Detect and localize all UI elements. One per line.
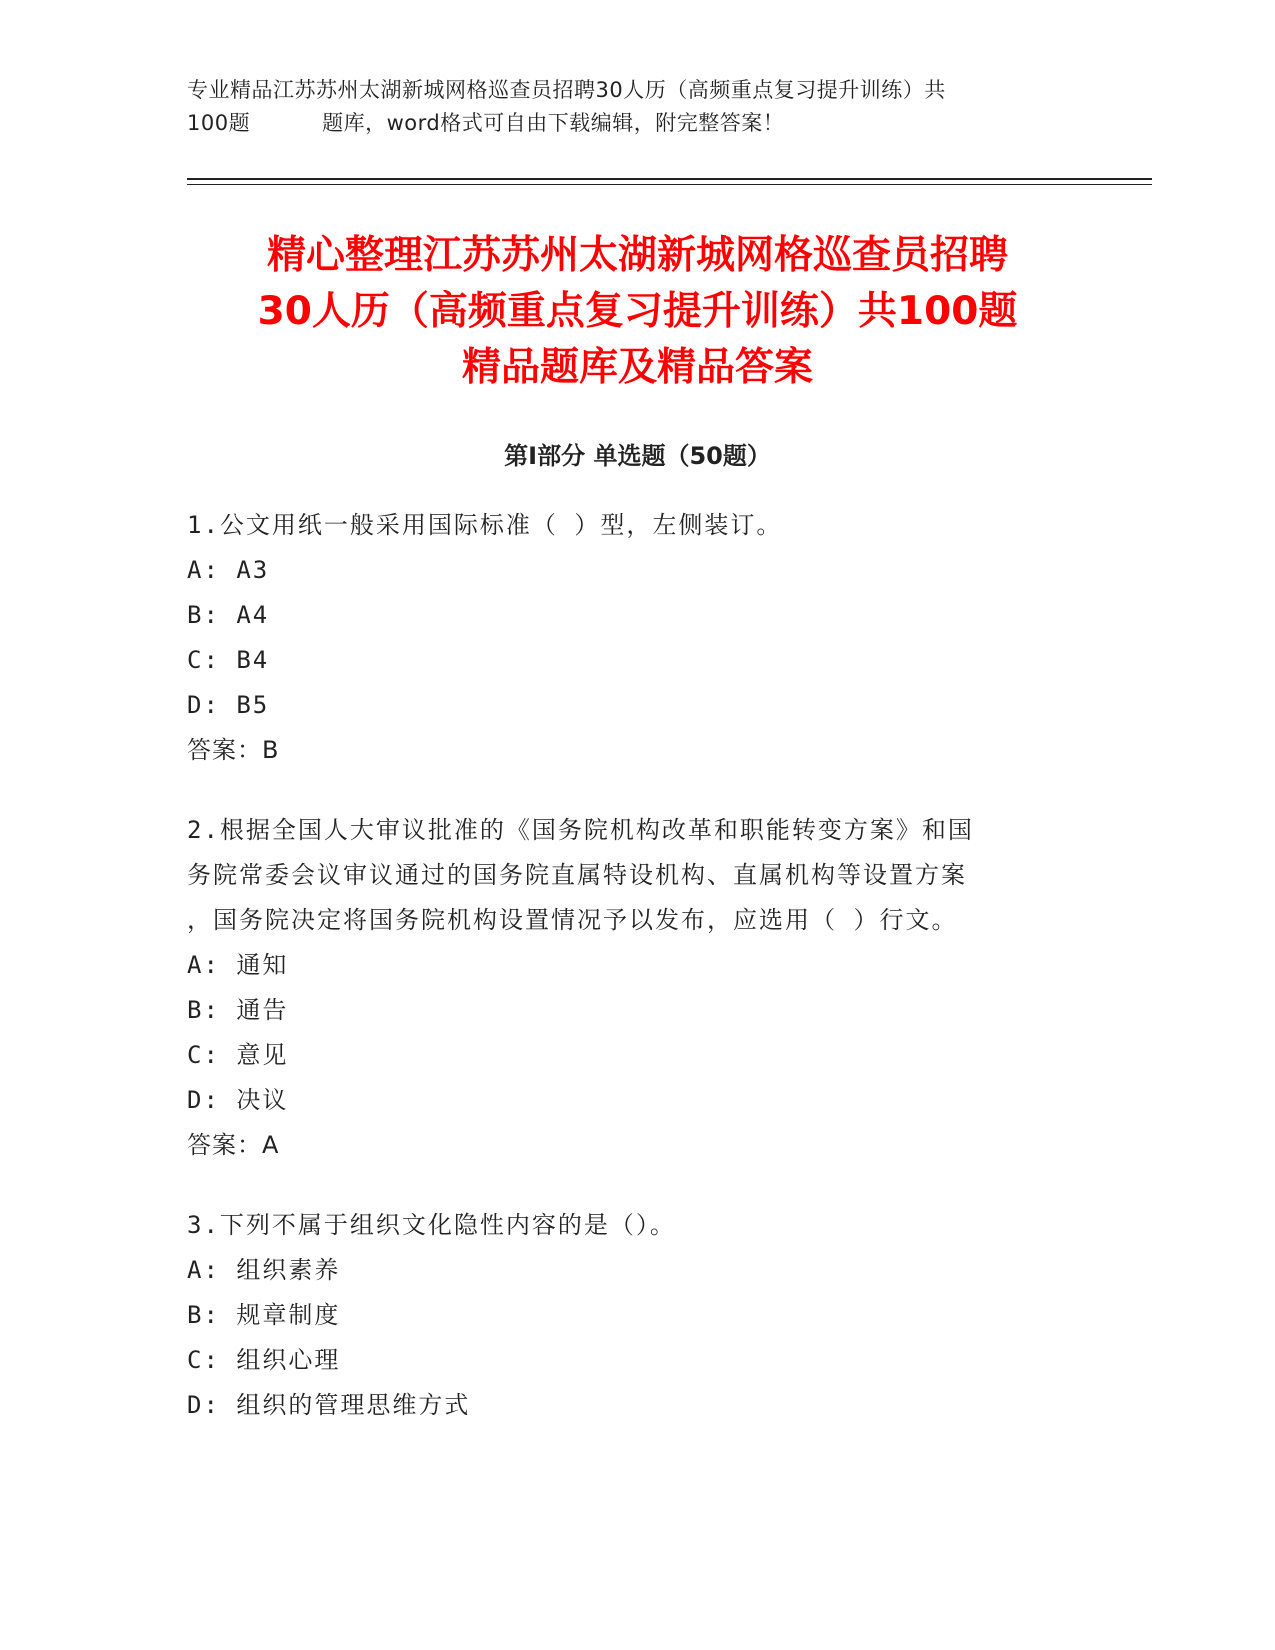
- header-note-count: 100题: [187, 111, 251, 135]
- document-title-line2: 30人历（高频重点复习提升训练）共100题: [257, 289, 1018, 334]
- question-2: [187, 808, 1077, 1168]
- question-stem: 3.下列不属于组织文化隐性内容的是（）。: [187, 1211, 676, 1239]
- question-stem: 1.公文用纸一般采用国际标准（ ）型，左侧装订。: [187, 511, 783, 539]
- answer: 答案：A: [187, 1131, 280, 1159]
- option-c: C: 组织心理: [187, 1346, 341, 1374]
- question-1: [187, 503, 1077, 773]
- header-note: [187, 74, 1087, 140]
- header-divider-thick: [187, 178, 1152, 180]
- question-stem-line1: 2.根据全国人大审议批准的《国务院机构改革和职能转变方案》和国: [187, 816, 974, 844]
- option-d: D: 决议: [187, 1086, 289, 1114]
- option-a: A: 通知: [187, 951, 289, 979]
- option-d: D: 组织的管理思维方式: [187, 1391, 471, 1419]
- header-note-desc: 题库，word格式可自由下载编辑，附完整答案！: [322, 111, 785, 135]
- option-b: B: A4: [187, 601, 270, 629]
- option-c: C: 意见: [187, 1041, 289, 1069]
- document-title-line3: 精品题库及精品答案: [461, 345, 813, 390]
- question-stem-line3: ，国务院决定将国务院机构设置情况予以发布，应选用（ ）行文。: [187, 906, 958, 934]
- option-d: D: B5: [187, 691, 270, 719]
- document-title-line1: 精心整理江苏苏州太湖新城网格巡查员招聘: [266, 233, 1008, 278]
- option-b: B: 通告: [187, 996, 289, 1024]
- option-b: B: 规章制度: [187, 1301, 341, 1329]
- header-note-line2: [187, 107, 1087, 140]
- answer: 答案：B: [187, 736, 280, 764]
- header-divider-thin: [187, 184, 1152, 185]
- section-title: 第I部分 单选题（50题）: [504, 442, 771, 470]
- option-a: A: 组织素养: [187, 1256, 341, 1284]
- document-title: [150, 228, 1125, 396]
- option-c: C: B4: [187, 646, 270, 674]
- question-3: [187, 1203, 1077, 1428]
- question-stem-line2: 务院常委会议审议通过的国务院直属特设机构、直属机构等设置方案: [187, 861, 967, 889]
- header-note-line1: 专业精品江苏苏州太湖新城网格巡查员招聘30人历（高频重点复习提升训练）共: [187, 78, 946, 102]
- option-a: A: A3: [187, 556, 270, 584]
